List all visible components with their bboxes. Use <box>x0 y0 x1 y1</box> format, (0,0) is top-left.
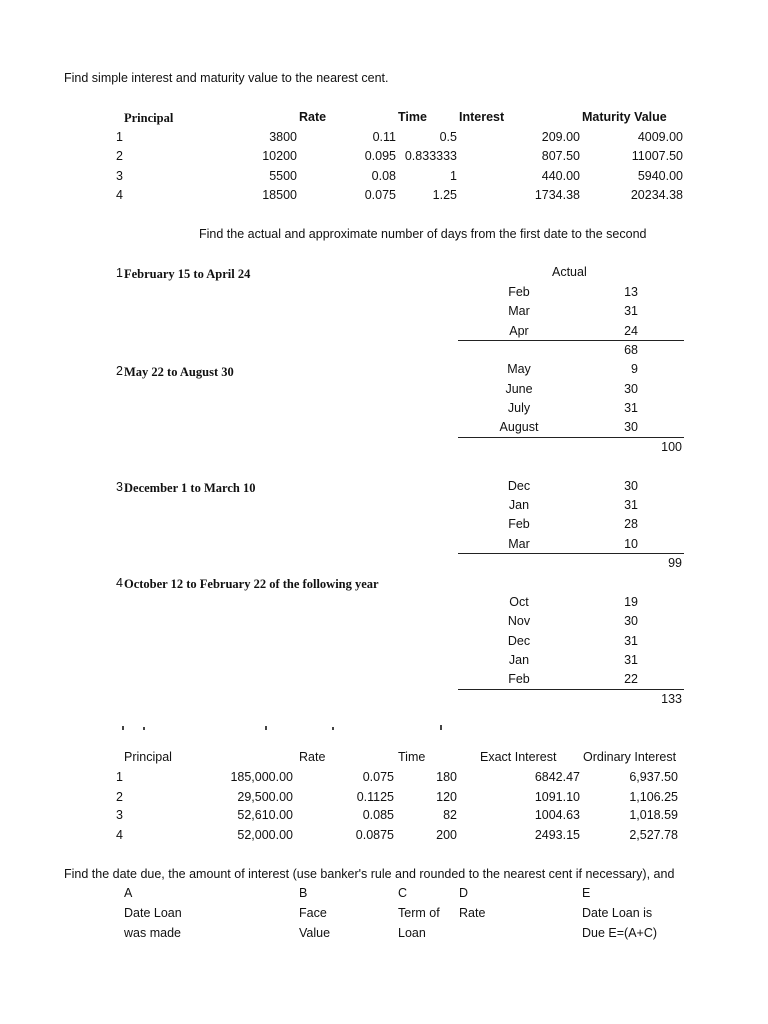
s2-month: Feb <box>508 672 530 686</box>
s2-days: 30 <box>624 420 638 434</box>
s3-header-principal: Principal <box>124 750 172 764</box>
s2-total: 68 <box>624 343 638 357</box>
s1-header-rate: Rate <box>299 110 327 124</box>
s2-days: 28 <box>624 517 638 531</box>
s3-principal: 185,000.00 <box>230 770 293 784</box>
s2-month: Dec <box>507 479 531 493</box>
s2-sum-line <box>458 340 684 341</box>
s3-time: 82 <box>443 808 457 822</box>
s2-days: 9 <box>631 362 638 376</box>
s4-col-line1: Term of <box>398 906 440 920</box>
s2-month: Feb <box>508 517 530 531</box>
s2-month: Oct <box>509 595 529 609</box>
s3-rate: 0.1125 <box>356 790 394 804</box>
s1-principal: 18500 <box>262 188 297 202</box>
s2-month: June <box>505 382 533 396</box>
s3-exact: 1004.63 <box>534 808 580 822</box>
s3-time: 180 <box>436 770 457 784</box>
clipped-text-fragment <box>110 724 450 732</box>
s2-sum-line <box>458 553 684 554</box>
s4-col-letter: E <box>582 886 591 900</box>
s1-maturity: 5940.00 <box>637 169 683 183</box>
s4-col-line2: Value <box>299 926 331 940</box>
s2-month: Apr <box>509 324 529 338</box>
s3-time: 200 <box>436 828 457 842</box>
s1-header-time: Time <box>398 110 427 124</box>
s1-time: 0.5 <box>439 130 457 144</box>
s1-principal: 10200 <box>262 149 297 163</box>
s1-interest: 1734.38 <box>534 188 580 202</box>
s4-col-line1: Rate <box>459 906 486 920</box>
s3-rate: 0.075 <box>362 770 394 784</box>
s2-days: 30 <box>624 479 638 493</box>
s4-col-letter: C <box>398 886 408 900</box>
s2-problem-label: May 22 to August 30 <box>124 365 234 379</box>
s2-days: 13 <box>624 285 638 299</box>
s3-ordinary: 2,527.78 <box>629 828 678 842</box>
s2-total: 133 <box>661 692 682 706</box>
s1-interest: 440.00 <box>541 169 580 183</box>
s1-row-number: 1 <box>116 130 123 144</box>
s3-exact: 2493.15 <box>534 828 580 842</box>
s4-col-letter: A <box>124 886 133 900</box>
s2-days: 19 <box>624 595 638 609</box>
s1-header-maturity: Maturity Value <box>582 110 667 124</box>
s4-col-line2: was made <box>124 926 181 940</box>
s2-month: Mar <box>508 537 530 551</box>
s4-col-line2: Due E=(A+C) <box>582 926 658 940</box>
s3-row-number: 1 <box>116 770 123 784</box>
s3-header-exact: Exact Interest <box>480 750 557 764</box>
s1-row-number: 2 <box>116 149 123 163</box>
s1-time: 1.25 <box>432 188 457 202</box>
s2-month: Mar <box>508 304 530 318</box>
s2-month: August <box>499 420 539 434</box>
s3-ordinary: 6,937.50 <box>629 770 678 784</box>
s2-month: Nov <box>507 614 531 628</box>
s2-actual-label: Actual <box>552 265 587 279</box>
s2-days: 10 <box>624 537 638 551</box>
s4-col-line1: Face <box>299 906 327 920</box>
s4-col-line2: Loan <box>398 926 426 940</box>
s1-time: 1 <box>450 169 457 183</box>
s1-rate: 0.08 <box>371 169 396 183</box>
s1-maturity: 4009.00 <box>637 130 683 144</box>
s2-problem-number: 2 <box>116 364 123 378</box>
section2-instruction: Find the actual and approximate number of days from the first date to the second <box>199 227 647 241</box>
s2-days: 31 <box>624 304 638 318</box>
s1-rate: 0.095 <box>364 149 396 163</box>
s1-time: 0.833333 <box>404 149 457 163</box>
s2-month: Jan <box>508 498 530 512</box>
s2-problem-label: October 12 to February 22 of the following year <box>124 577 379 591</box>
s2-total: 99 <box>668 556 682 570</box>
s1-maturity: 11007.50 <box>631 149 683 163</box>
s2-problem-number: 3 <box>116 480 123 494</box>
s3-exact: 6842.47 <box>534 770 580 784</box>
s2-problem-number: 1 <box>116 266 123 280</box>
s3-principal: 52,610.00 <box>237 808 293 822</box>
s3-header-time: Time <box>398 750 426 764</box>
s3-row-number: 3 <box>116 808 123 822</box>
s2-month: Dec <box>507 634 531 648</box>
s2-days: 30 <box>624 614 638 628</box>
s2-days: 22 <box>624 672 638 686</box>
s3-principal: 52,000.00 <box>237 828 293 842</box>
s4-col-letter: B <box>299 886 308 900</box>
section4-instruction: Find the date due, the amount of interest (use banker's rule and rounded to the nearest cent if necessary), and <box>64 867 675 881</box>
s3-ordinary: 1,106.25 <box>629 790 678 804</box>
s1-header-interest: Interest <box>459 110 505 124</box>
s2-problem-number: 4 <box>116 576 123 590</box>
s1-principal: 3800 <box>269 130 297 144</box>
s1-row-number: 4 <box>116 188 123 202</box>
s4-col-line1: Date Loan is <box>582 906 653 920</box>
s2-month: Feb <box>508 285 530 299</box>
s3-header-ordinary: Ordinary Interest <box>583 750 677 764</box>
s2-sum-line <box>458 689 684 690</box>
s2-month: July <box>507 401 531 415</box>
s3-row-number: 4 <box>116 828 123 842</box>
s1-maturity: 20234.38 <box>630 188 683 202</box>
s1-interest: 209.00 <box>541 130 580 144</box>
section1-instruction: Find simple interest and maturity value to the nearest cent. <box>64 71 389 85</box>
s1-rate: 0.075 <box>364 188 396 202</box>
s2-days: 30 <box>624 382 638 396</box>
s2-days: 31 <box>624 401 638 415</box>
s1-principal: 5500 <box>269 169 297 183</box>
s3-row-number: 2 <box>116 790 123 804</box>
s3-principal: 29,500.00 <box>237 790 293 804</box>
s2-days: 31 <box>624 498 638 512</box>
s1-header-principal: Principal <box>124 111 174 125</box>
s2-problem-label: February 15 to April 24 <box>124 267 251 281</box>
s2-days: 31 <box>624 653 638 667</box>
s3-rate: 0.085 <box>362 808 394 822</box>
s3-time: 120 <box>436 790 457 804</box>
s2-month: Jan <box>508 653 530 667</box>
s1-interest: 807.50 <box>541 149 580 163</box>
s3-header-rate: Rate <box>299 750 326 764</box>
s1-rate: 0.11 <box>372 130 396 144</box>
s2-days: 31 <box>624 634 638 648</box>
s3-ordinary: 1,018.59 <box>629 808 678 822</box>
s2-total: 100 <box>661 440 682 454</box>
s4-col-letter: D <box>459 886 469 900</box>
s2-sum-line <box>458 437 684 438</box>
s4-col-line1: Date Loan <box>124 906 182 920</box>
s2-problem-label: December 1 to March 10 <box>124 481 256 495</box>
s2-month: May <box>507 362 531 376</box>
s3-exact: 1091.10 <box>534 790 580 804</box>
s3-rate: 0.0875 <box>355 828 394 842</box>
s1-row-number: 3 <box>116 169 123 183</box>
s2-days: 24 <box>624 324 638 338</box>
